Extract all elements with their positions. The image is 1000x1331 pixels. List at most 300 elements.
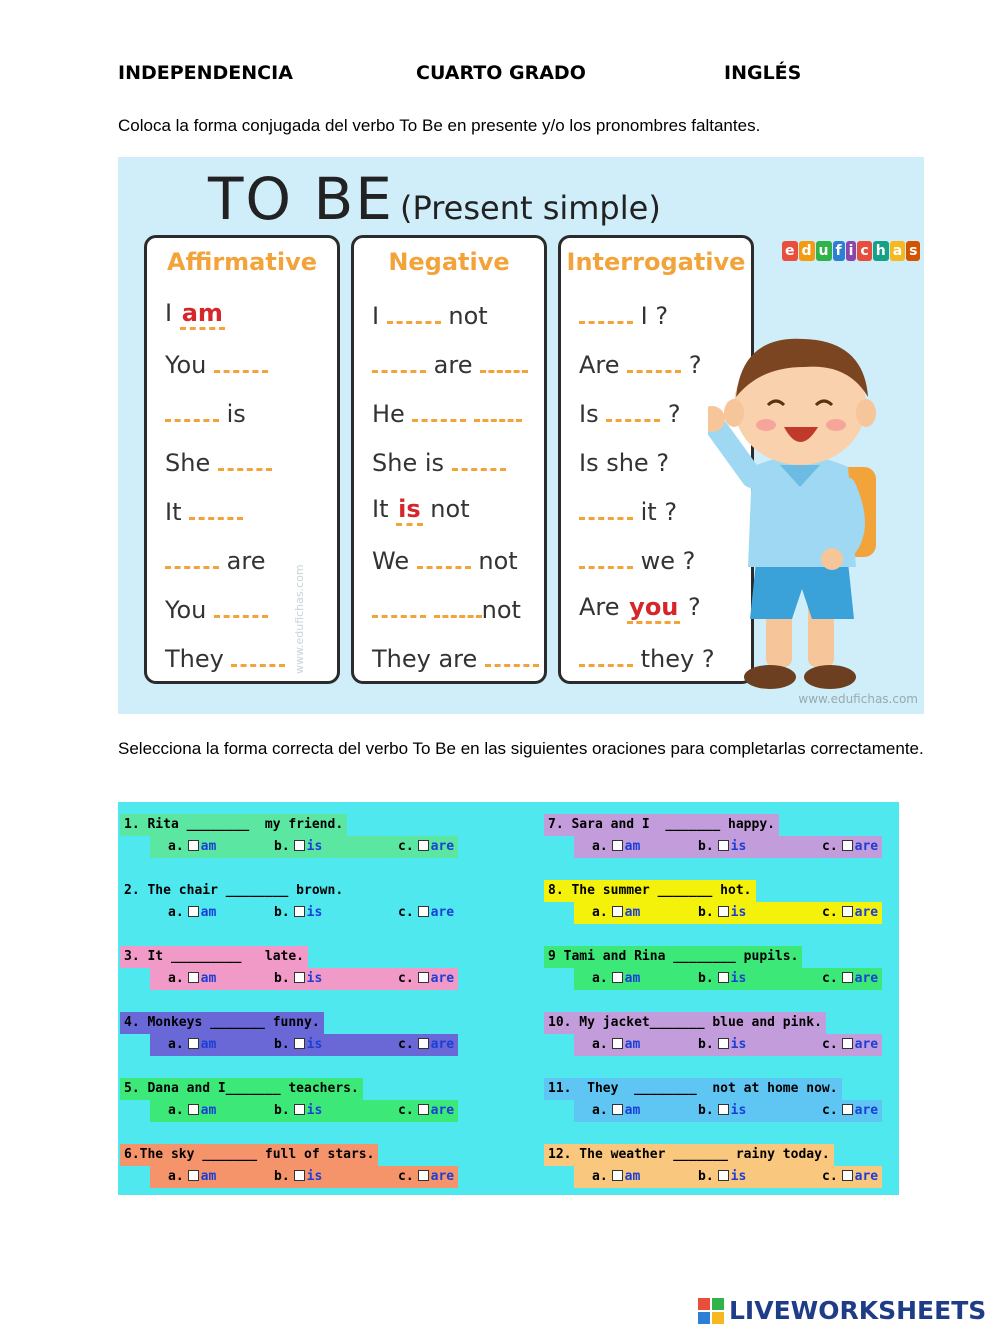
- question-options: [150, 836, 458, 858]
- row-suffix: not: [430, 495, 470, 523]
- option-checkbox[interactable]: [612, 1104, 623, 1115]
- row-suffix: I ?: [640, 302, 669, 330]
- question-stem: 11. They ________ not at home now.: [544, 1078, 842, 1100]
- option-value: are: [854, 1169, 879, 1184]
- question-stem: 6.The sky _______ full of stars.: [120, 1144, 378, 1166]
- option-checkbox[interactable]: [294, 906, 305, 917]
- answer-blank[interactable]: [606, 392, 660, 422]
- option-checkbox[interactable]: [718, 972, 729, 983]
- question-options: [150, 1100, 458, 1122]
- row-suffix: we ?: [640, 547, 696, 575]
- logo-letter: a: [890, 241, 905, 261]
- option-value: am: [200, 1169, 217, 1184]
- edufichas-logo: [782, 241, 920, 261]
- row-prefix: They: [165, 645, 224, 673]
- exercise-area: [118, 802, 899, 1195]
- option-letter: c.: [822, 1169, 838, 1184]
- row-answer: [396, 495, 423, 526]
- to-be-panel: [118, 157, 924, 714]
- affirmative-row: [147, 490, 337, 538]
- option-a[interactable]: [592, 836, 640, 858]
- option-checkbox[interactable]: [718, 1170, 729, 1181]
- answer-text: you: [629, 593, 679, 621]
- option-c[interactable]: [398, 1100, 454, 1122]
- question-stem: 4. Monkeys _______ funny.: [120, 1012, 324, 1034]
- option-a[interactable]: [168, 968, 216, 990]
- option-value: is: [730, 905, 747, 920]
- row-answer: [180, 299, 225, 330]
- row-prefix: I: [372, 302, 380, 330]
- option-letter: b.: [698, 1037, 714, 1052]
- option-value: am: [624, 839, 641, 854]
- option-checkbox[interactable]: [612, 1038, 623, 1049]
- negative-row-content: [372, 539, 518, 575]
- option-letter: c.: [398, 971, 414, 986]
- option-letter: c.: [822, 1037, 838, 1052]
- panel-watermark: www.edufichas.com: [798, 692, 918, 706]
- option-value: are: [854, 839, 879, 854]
- worksheet-header: [0, 62, 1000, 88]
- header-subject: INGLÉS: [724, 62, 802, 84]
- question-options: [150, 968, 458, 990]
- row-suffix: are: [433, 351, 473, 379]
- option-c[interactable]: [398, 836, 454, 858]
- option-letter: a.: [592, 971, 608, 986]
- answer-blank[interactable]: [372, 588, 426, 618]
- option-b[interactable]: [698, 968, 746, 990]
- row-prefix: You: [165, 596, 207, 624]
- negative-row: [354, 294, 544, 342]
- option-letter: a.: [168, 1169, 184, 1184]
- option-checkbox[interactable]: [842, 1170, 853, 1181]
- row-prefix: Is she ?: [579, 449, 670, 477]
- option-a[interactable]: [168, 836, 216, 858]
- option-checkbox[interactable]: [418, 1038, 429, 1049]
- option-value: is: [730, 971, 747, 986]
- option-value: am: [624, 971, 641, 986]
- header-grade: CUARTO GRADO: [416, 62, 586, 84]
- answer-blank[interactable]: [189, 490, 243, 520]
- answer-blank[interactable]: [412, 392, 466, 422]
- question-item: [544, 946, 894, 990]
- option-letter: a.: [168, 839, 184, 854]
- negative-row-content: [372, 392, 522, 428]
- question-options: [574, 968, 882, 990]
- option-b[interactable]: [274, 1100, 322, 1122]
- row-suffix: it ?: [640, 498, 678, 526]
- instruction-2: Selecciona la forma correcta del verbo To Be en las siguientes oraciones para completarlas correctamente.: [118, 739, 924, 758]
- question-item: [544, 880, 894, 924]
- negative-row: [354, 539, 544, 587]
- negative-row: [354, 637, 544, 685]
- affirmative-row: [147, 637, 337, 685]
- option-a[interactable]: [592, 1166, 640, 1188]
- row-suffix: not: [448, 302, 488, 330]
- row-suffix: are: [226, 547, 266, 575]
- option-value: are: [430, 1103, 455, 1118]
- option-letter: c.: [398, 839, 414, 854]
- answer-blank[interactable]: [579, 490, 633, 520]
- interrogative-row-content: [579, 343, 702, 379]
- option-checkbox[interactable]: [612, 840, 623, 851]
- option-letter: b.: [274, 839, 290, 854]
- option-checkbox[interactable]: [418, 972, 429, 983]
- question-stem: 10. My jacket_______ blue and pink.: [544, 1012, 826, 1034]
- row-suffix: ?: [688, 593, 701, 621]
- row-suffix: not: [478, 547, 518, 575]
- option-a[interactable]: [592, 902, 640, 924]
- answer-blank[interactable]: [218, 441, 272, 471]
- row-suffix: not: [481, 596, 521, 624]
- affirmative-row-content: [165, 490, 243, 526]
- option-letter: a.: [592, 1103, 608, 1118]
- option-b[interactable]: [274, 836, 322, 858]
- negative-row-content: [372, 343, 528, 379]
- row-prefix: They are: [372, 645, 478, 673]
- negative-row: [354, 588, 544, 636]
- affirmative-row-content: [165, 637, 285, 673]
- option-letter: c.: [822, 839, 838, 854]
- option-b[interactable]: [274, 1166, 322, 1188]
- option-value: is: [306, 839, 323, 854]
- option-a[interactable]: [592, 968, 640, 990]
- option-a[interactable]: [168, 1166, 216, 1188]
- logo-letter: h: [873, 241, 889, 261]
- row-prefix: Is: [579, 400, 599, 428]
- option-value: is: [306, 1103, 323, 1118]
- affirmative-row: [147, 539, 337, 587]
- option-value: are: [430, 1169, 455, 1184]
- row-prefix: She: [165, 449, 211, 477]
- boy-illustration: [708, 327, 918, 697]
- interrogative-row-content: [579, 294, 668, 330]
- option-checkbox[interactable]: [294, 1170, 305, 1181]
- answer-blank[interactable]: [231, 637, 285, 667]
- option-letter: c.: [398, 1037, 414, 1052]
- question-item: [120, 1144, 470, 1188]
- question-item: [544, 1012, 894, 1056]
- option-value: is: [306, 1169, 323, 1184]
- option-checkbox[interactable]: [718, 1038, 729, 1049]
- option-c[interactable]: [822, 902, 878, 924]
- option-c[interactable]: [398, 1166, 454, 1188]
- option-letter: c.: [398, 905, 414, 920]
- option-a[interactable]: [592, 1100, 640, 1122]
- row-prefix: It: [372, 495, 389, 523]
- option-letter: a.: [168, 905, 184, 920]
- option-checkbox[interactable]: [718, 906, 729, 917]
- option-checkbox[interactable]: [842, 906, 853, 917]
- question-options: [574, 1100, 882, 1122]
- option-checkbox[interactable]: [842, 972, 853, 983]
- option-value: are: [854, 1037, 879, 1052]
- option-checkbox[interactable]: [718, 840, 729, 851]
- answer-blank[interactable]: [480, 343, 528, 373]
- option-c[interactable]: [822, 968, 878, 990]
- negative-row-content: [372, 495, 470, 526]
- option-letter: c.: [822, 971, 838, 986]
- option-checkbox[interactable]: [718, 1104, 729, 1115]
- option-b[interactable]: [274, 1034, 322, 1056]
- row-prefix: She is: [372, 449, 445, 477]
- negative-row-content: [372, 588, 521, 624]
- row-prefix: We: [372, 547, 410, 575]
- answer-blank[interactable]: [214, 588, 268, 618]
- option-letter: a.: [592, 1037, 608, 1052]
- affirmative-row: [147, 294, 337, 342]
- panel-title: [208, 165, 661, 233]
- interrogative-row-content: [579, 539, 695, 575]
- option-c[interactable]: [822, 836, 878, 858]
- option-value: are: [854, 1103, 879, 1118]
- option-letter: c.: [398, 1169, 414, 1184]
- row-suffix: ?: [667, 400, 681, 428]
- option-value: am: [200, 839, 217, 854]
- option-checkbox[interactable]: [842, 1104, 853, 1115]
- option-checkbox[interactable]: [612, 906, 623, 917]
- row-suffix: they ?: [640, 645, 715, 673]
- question-stem: 5. Dana and I_______ teachers.: [120, 1078, 363, 1100]
- affirmative-row-content: [165, 299, 225, 330]
- row-prefix: Are: [579, 593, 620, 621]
- option-value: are: [430, 971, 455, 986]
- question-stem: 7. Sara and I _______ happy.: [544, 814, 779, 836]
- option-c[interactable]: [398, 1034, 454, 1056]
- question-options: [150, 1034, 458, 1056]
- question-stem: 8. The summer _______ hot.: [544, 880, 756, 902]
- answer-blank[interactable]: [165, 392, 219, 422]
- option-value: are: [430, 905, 455, 920]
- option-b[interactable]: [698, 1166, 746, 1188]
- option-checkbox[interactable]: [294, 840, 305, 851]
- row-prefix: It: [165, 498, 182, 526]
- option-letter: b.: [698, 971, 714, 986]
- option-checkbox[interactable]: [418, 1104, 429, 1115]
- option-value: am: [200, 1037, 217, 1052]
- option-value: am: [200, 971, 217, 986]
- question-stem: 9 Tami and Rina ________ pupils.: [544, 946, 802, 968]
- option-c[interactable]: [822, 1166, 878, 1188]
- question-item: [544, 814, 894, 858]
- option-a[interactable]: [168, 1034, 216, 1056]
- interrogative-row-content: [579, 593, 701, 624]
- option-checkbox[interactable]: [418, 906, 429, 917]
- question-item: [120, 1012, 470, 1056]
- option-letter: a.: [168, 1037, 184, 1052]
- option-checkbox[interactable]: [188, 840, 199, 851]
- answer-blank[interactable]: [485, 637, 539, 667]
- option-value: is: [306, 971, 323, 986]
- question-item: [120, 946, 470, 990]
- panel-title-sub: (Present simple): [399, 189, 661, 227]
- option-c[interactable]: [822, 1100, 878, 1122]
- interrogative-heading: Interrogative: [566, 248, 746, 276]
- option-b[interactable]: [698, 902, 746, 924]
- question-options: [574, 1166, 882, 1188]
- option-letter: a.: [592, 1169, 608, 1184]
- question-options: [150, 902, 458, 924]
- negative-heading: Negative: [388, 248, 510, 276]
- question-item: [120, 880, 470, 924]
- liveworksheets-logo-icon: [698, 1298, 724, 1324]
- option-checkbox[interactable]: [294, 1104, 305, 1115]
- affirmative-row: [147, 343, 337, 391]
- option-checkbox[interactable]: [294, 1038, 305, 1049]
- row-prefix: Are: [579, 351, 620, 379]
- row-prefix: You: [165, 351, 207, 379]
- negative-row-content: [372, 294, 488, 330]
- answer-blank[interactable]: [434, 588, 482, 618]
- option-letter: c.: [398, 1103, 414, 1118]
- option-c[interactable]: [398, 968, 454, 990]
- option-value: are: [854, 905, 879, 920]
- row-suffix: is: [226, 400, 246, 428]
- option-letter: b.: [274, 905, 290, 920]
- affirmative-heading: Affirmative: [167, 248, 317, 276]
- answer-blank[interactable]: [417, 539, 471, 569]
- liveworksheets-text: LIVEWORKSHEETS: [729, 1296, 987, 1325]
- option-letter: a.: [592, 839, 608, 854]
- option-checkbox[interactable]: [612, 972, 623, 983]
- question-stem: 1. Rita ________ my friend.: [120, 814, 347, 836]
- option-value: are: [430, 839, 455, 854]
- option-value: is: [730, 839, 747, 854]
- logo-letter: s: [906, 241, 920, 261]
- liveworksheets-brand: [698, 1296, 986, 1325]
- logo-letter: f: [833, 241, 845, 261]
- answer-blank[interactable]: [387, 294, 441, 324]
- option-letter: b.: [274, 1169, 290, 1184]
- negative-column: [351, 235, 547, 684]
- row-prefix: I: [165, 299, 173, 327]
- option-checkbox[interactable]: [188, 906, 199, 917]
- option-letter: a.: [592, 905, 608, 920]
- header-school: INDEPENDENCIA: [118, 62, 293, 84]
- question-item: [544, 1078, 894, 1122]
- option-checkbox[interactable]: [188, 972, 199, 983]
- option-a[interactable]: [168, 1100, 216, 1122]
- interrogative-row-content: [579, 449, 669, 477]
- answer-blank[interactable]: [452, 441, 506, 471]
- option-b[interactable]: [274, 902, 322, 924]
- answer-blank[interactable]: [474, 392, 522, 422]
- option-checkbox[interactable]: [188, 1038, 199, 1049]
- option-checkbox[interactable]: [294, 972, 305, 983]
- affirmative-row-content: [165, 343, 268, 379]
- option-value: are: [430, 1037, 455, 1052]
- question-item: [120, 1078, 470, 1122]
- vertical-watermark: www.edufichas.com: [293, 564, 306, 674]
- answer-blank[interactable]: [372, 343, 426, 373]
- affirmative-row: [147, 441, 337, 489]
- negative-row-content: [372, 441, 506, 477]
- option-value: am: [624, 1169, 641, 1184]
- affirmative-row-content: [165, 392, 246, 428]
- negative-row: [354, 490, 544, 538]
- answer-blank[interactable]: [214, 343, 268, 373]
- option-value: is: [730, 1169, 747, 1184]
- option-value: is: [306, 905, 323, 920]
- option-letter: c.: [822, 1103, 838, 1118]
- affirmative-column: [144, 235, 340, 684]
- option-checkbox[interactable]: [418, 1170, 429, 1181]
- interrogative-row-content: [579, 392, 681, 428]
- question-stem: 3. It _________ late.: [120, 946, 308, 968]
- option-letter: b.: [274, 971, 290, 986]
- affirmative-row-content: [165, 588, 268, 624]
- option-letter: b.: [698, 1169, 714, 1184]
- option-a[interactable]: [168, 902, 216, 924]
- negative-row: [354, 392, 544, 440]
- interrogative-row-content: [579, 490, 677, 526]
- answer-blank[interactable]: [165, 539, 219, 569]
- option-value: am: [624, 905, 641, 920]
- option-value: am: [200, 1103, 217, 1118]
- affirmative-row: [147, 392, 337, 440]
- logo-letter: u: [816, 241, 832, 261]
- option-value: is: [730, 1037, 747, 1052]
- option-letter: a.: [168, 971, 184, 986]
- option-value: are: [854, 971, 879, 986]
- answer-blank[interactable]: [579, 294, 633, 324]
- answer-blank[interactable]: [579, 539, 633, 569]
- option-b[interactable]: [698, 836, 746, 858]
- option-c[interactable]: [822, 1034, 878, 1056]
- option-checkbox[interactable]: [188, 1170, 199, 1181]
- logo-letter: e: [782, 241, 798, 261]
- option-value: is: [306, 1037, 323, 1052]
- interrogative-row-content: [579, 637, 715, 673]
- option-checkbox[interactable]: [842, 840, 853, 851]
- option-c[interactable]: [398, 902, 454, 924]
- option-checkbox[interactable]: [188, 1104, 199, 1115]
- row-suffix: ?: [688, 351, 702, 379]
- question-item: [544, 1144, 894, 1188]
- option-a[interactable]: [592, 1034, 640, 1056]
- panel-title-main: TO BE: [208, 165, 394, 233]
- instruction-1: Coloca la forma conjugada del verbo To Be en presente y/o los pronombres faltantes.: [118, 116, 761, 135]
- option-checkbox[interactable]: [418, 840, 429, 851]
- logo-letter: c: [857, 241, 871, 261]
- answer-blank[interactable]: [627, 343, 681, 373]
- logo-letter: d: [799, 241, 815, 261]
- option-checkbox[interactable]: [842, 1038, 853, 1049]
- answer-text: am: [181, 299, 223, 327]
- question-item: [120, 814, 470, 858]
- row-answer: [627, 593, 680, 624]
- option-letter: b.: [698, 1103, 714, 1118]
- affirmative-row: [147, 588, 337, 636]
- option-b[interactable]: [698, 1100, 746, 1122]
- option-letter: c.: [822, 905, 838, 920]
- question-options: [574, 836, 882, 858]
- question-stem: 2. The chair ________ brown.: [124, 883, 344, 898]
- question-stem: 12. The weather _______ rainy today.: [544, 1144, 834, 1166]
- option-b[interactable]: [274, 968, 322, 990]
- option-checkbox[interactable]: [612, 1170, 623, 1181]
- affirmative-row-content: [165, 539, 265, 575]
- option-value: am: [624, 1037, 641, 1052]
- answer-blank[interactable]: [579, 637, 633, 667]
- option-value: is: [730, 1103, 747, 1118]
- negative-row-content: [372, 637, 539, 673]
- affirmative-row-content: [165, 441, 272, 477]
- option-letter: b.: [698, 905, 714, 920]
- row-prefix: He: [372, 400, 405, 428]
- option-letter: b.: [698, 839, 714, 854]
- option-b[interactable]: [698, 1034, 746, 1056]
- question-options: [150, 1166, 458, 1188]
